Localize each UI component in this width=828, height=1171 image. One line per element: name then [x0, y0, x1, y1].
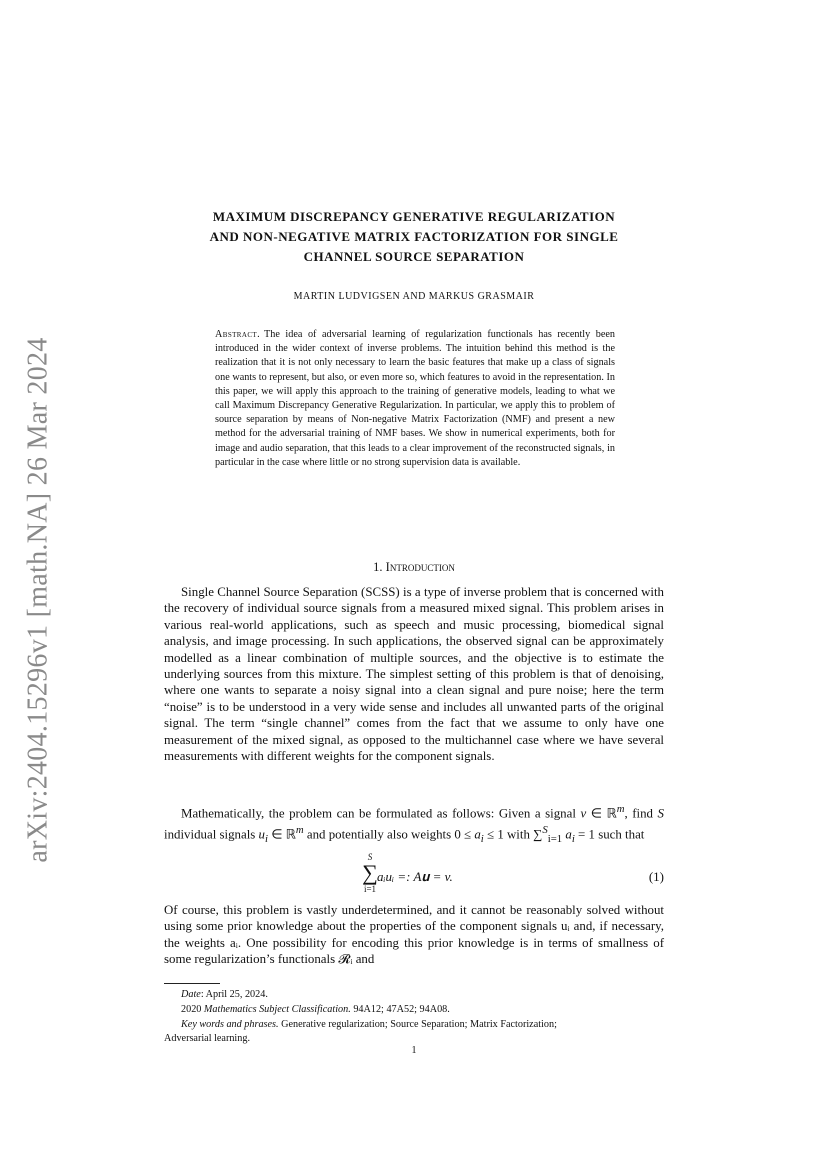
title-line-2: AND NON-NEGATIVE MATRIX FACTORIZATION FOR SINGLE — [209, 229, 619, 244]
author-list: MARTIN LUDVIGSEN AND MARKUS GRASMAIR — [293, 291, 535, 302]
equation-number: (1) — [648, 869, 664, 884]
abstract — [215, 328, 615, 470]
footnote-msc: 2020 Mathematics Subject Classification. 94A12; 47A52; 94A08. — [181, 1003, 450, 1015]
paragraph-text: Of course, this problem is vastly underdetermined, and it cannot be reasonably solved without using some prior knowledge about the properties of the component signals uᵢ and, if necessary, the weights aᵢ. One possibility for encoding this prior knowledge is in terms of smallness of some regularization’s functionals 𝓡ᵢ and — [164, 903, 664, 967]
footnote-separator — [164, 983, 220, 984]
sigma-glyph: ∑ — [362, 860, 378, 885]
page-number: 1 — [411, 1045, 417, 1056]
footnote-date: Date: April 25, 2024. — [181, 989, 268, 1000]
paper-title — [160, 207, 668, 267]
intro-paragraph-1 — [164, 584, 664, 764]
abstract-label: Abstract. — [215, 329, 261, 340]
footnote-keywords-continued: Adversarial learning. — [164, 1033, 250, 1045]
section-heading — [160, 560, 668, 575]
sum-upper-limit: S — [367, 852, 373, 862]
intro-paragraph-3 — [164, 902, 664, 968]
title-line-3: CHANNEL SOURCE SEPARATION — [303, 249, 525, 264]
paragraph-text: Single Channel Source Separation (SCSS) is a type of inverse problem that is concerned with the recovery of individual source signals from a measured mixed signal. This problem arises in various real-world applications, such as speech and music processing, biomedical signal analysis, and image processing. In such applications, the observed signal can be approximately modelled as a linear combination of multiple sources, and the objective is to estimate the underlying sources from this mixture. The simplest setting of this problem is that of denoising, where one wants to separate a noisy signal into a clean signal and pure noise; here the term “noise” is to be understood in a very wide sense and includes all unwanted parts of the original signal. The term “single channel” comes from the fact that we assume to only have one measurement of the mixed signal, as opposed to the multichannel case where we have several measurements with different weights for the component signals. — [164, 585, 664, 764]
footnote-keywords: Key words and phrases. Generative regularization; Source Separation; Matrix Factorization; — [181, 1018, 557, 1030]
equation-expression: aᵢuᵢ =: A𝐮 = v. — [377, 869, 453, 884]
arxiv-identifier-text: arXiv:2404.15296v1 [math.NA] 26 Mar 2024 — [23, 337, 55, 863]
sum-lower-limit: i=1 — [363, 884, 377, 894]
paragraph-text: Mathematically, the problem can be formulated as follows: Given a signal v ∈ ℝ$^m$, find S individual signals $u_i$ ∈ ℝ$^m$ and potentially also weights $0 \le a_i \le 1$ with ∑$^S_{i=1}$ $a_i = 1$ such that — [164, 803, 664, 845]
equation-1 — [164, 852, 664, 896]
intro-paragraph-2 — [164, 801, 664, 847]
section-title: Introduction — [385, 560, 455, 574]
arxiv-identifier-stamp — [14, 337, 64, 863]
footnotes — [164, 988, 664, 1047]
abstract-text: The idea of adversarial learning of regularization functionals has recently been introduced in the wider context of inverse problems. The intuition behind this method is the realization that it is not only necessary to learn the basic features that make up a class of signals one wants to represent, but also, or even more so, which features to avoid in the representation. In this paper, we will apply this approach to the training of generative models, leading to what we call Maximum Discrepancy Generative Regularization. In particular, we apply this to problem of source separation by means of Non-negative Matrix Factorization (NMF) and present a new method for the adversarial training of NMF bases. We show in numerical experiments, both for image and audio separation, that this leads to a clear improvement of the reconstructed signals, in particular in the case where little or no strong supervision data is available. — [215, 329, 615, 468]
section-number: 1. — [373, 560, 383, 574]
title-line-1: MAXIMUM DISCREPANCY GENERATIVE REGULARIZATION — [212, 209, 616, 224]
